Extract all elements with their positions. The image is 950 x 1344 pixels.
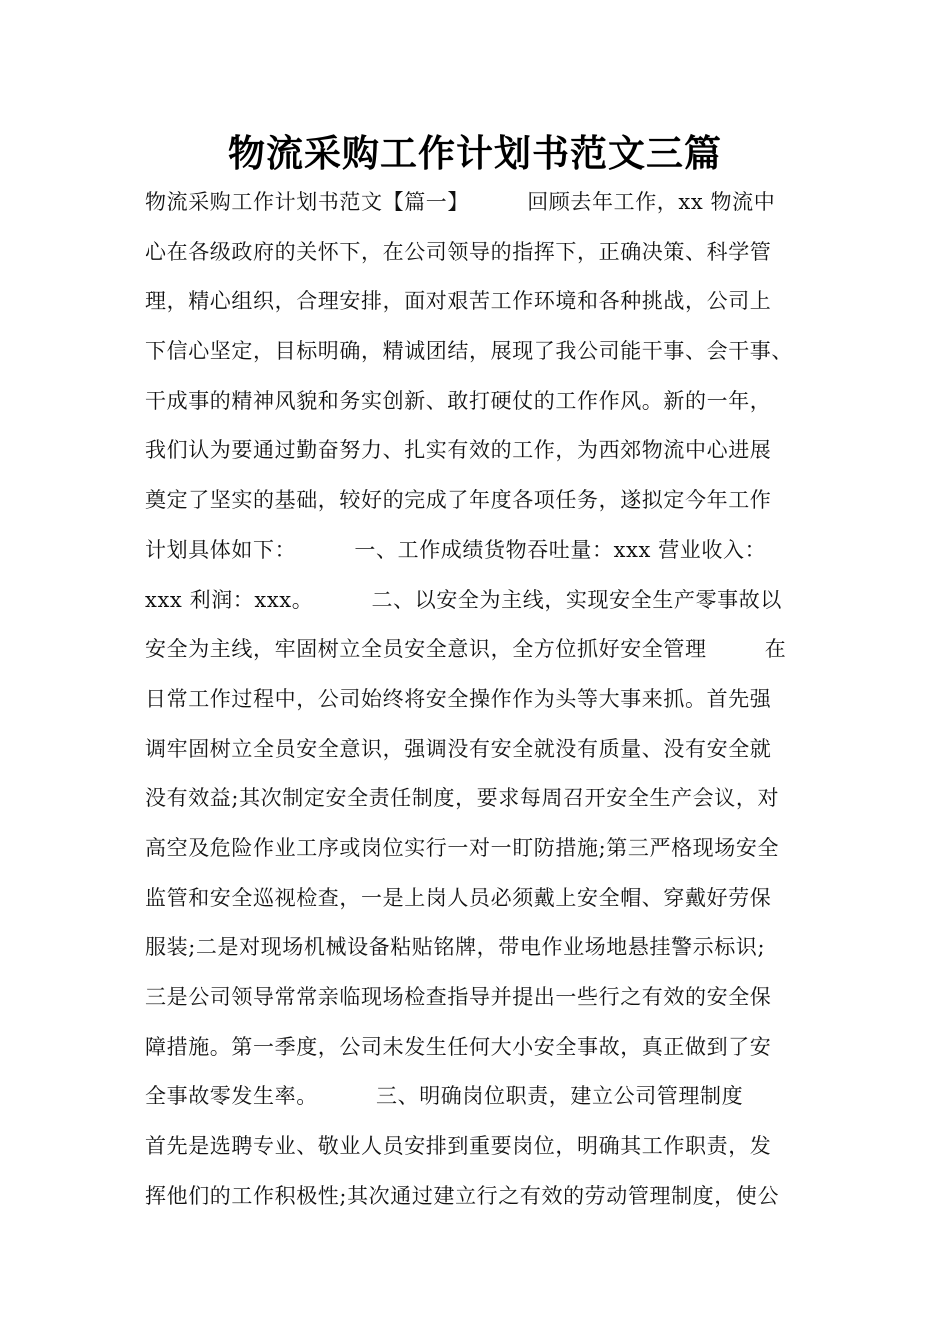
body-line: 挥他们的工作积极性;其次通过建立行之有效的劳动管理制度，使公 [145, 1183, 780, 1208]
body-line: 调牢固树立全员安全意识，强调没有安全就没有质量、没有安全就 [145, 736, 772, 761]
body-line: 监管和安全巡视检查，一是上岗人员必须戴上安全帽、穿戴好劳保 [145, 885, 772, 910]
body-line: 服装;二是对现场机械设备粘贴铭牌，带电作业场地悬挂警示标识; [145, 935, 766, 960]
body-line: 理，精心组织，合理安排，面对艰苦工作环境和各种挑战，公司上 [145, 289, 772, 314]
body-line: 安全为主线，牢固树立全员安全意识，全方位抓好安全管理 在 [145, 637, 787, 662]
body-line: 我们认为要通过勤奋努力、扎实有效的工作，为西郊物流中心进展 [145, 438, 772, 463]
body-line: 物流采购工作计划书范文【篇一】 回顾去年工作，xx 物流中 [145, 190, 776, 214]
body-line: 全事故零发生率。 三、明确岗位职责，建立公司管理制度 [145, 1084, 744, 1109]
body-line: 障措施。第一季度，公司未发生任何大小安全事故，真正做到了安 [145, 1034, 772, 1059]
body-line: 奠定了坚实的基础，较好的完成了年度各项任务，遂拟定今年工作 [145, 488, 772, 513]
body-line: 计划具体如下： 一、工作成绩货物吞吐量：xxx 营业收入： [145, 537, 767, 562]
document-title: 物流采购工作计划书范文三篇 [228, 132, 722, 175]
body-line: 首先是选聘专业、敬业人员安排到重要岗位，明确其工作职责，发 [145, 1134, 772, 1159]
body-line: 下信心坚定，目标明确，精诚团结，展现了我公司能干事、会干事、 [145, 339, 793, 364]
body-line: 高空及危险作业工序或岗位实行一对一盯防措施;第三严格现场安全 [145, 835, 780, 860]
body-line: 干成事的精神风貌和务实创新、敢打硬仗的工作作风。新的一年， [145, 388, 772, 413]
body-line: 三是公司领导常常亲临现场检查指导并提出一些行之有效的安全保 [145, 985, 772, 1009]
document-body [145, 182, 825, 1225]
body-line: 心在各级政府的关怀下，在公司领导的指挥下，正确决策、科学管 [145, 239, 772, 264]
body-line: 没有效益;其次制定安全责任制度，要求每周召开安全生产会议，对 [145, 786, 780, 811]
body-line: xxx 利润：xxx。 二、以安全为主线，实现安全生产零事故以 [145, 587, 782, 612]
body-line: 日常工作过程中，公司始终将安全操作作为头等大事来抓。首先强 [145, 686, 772, 711]
